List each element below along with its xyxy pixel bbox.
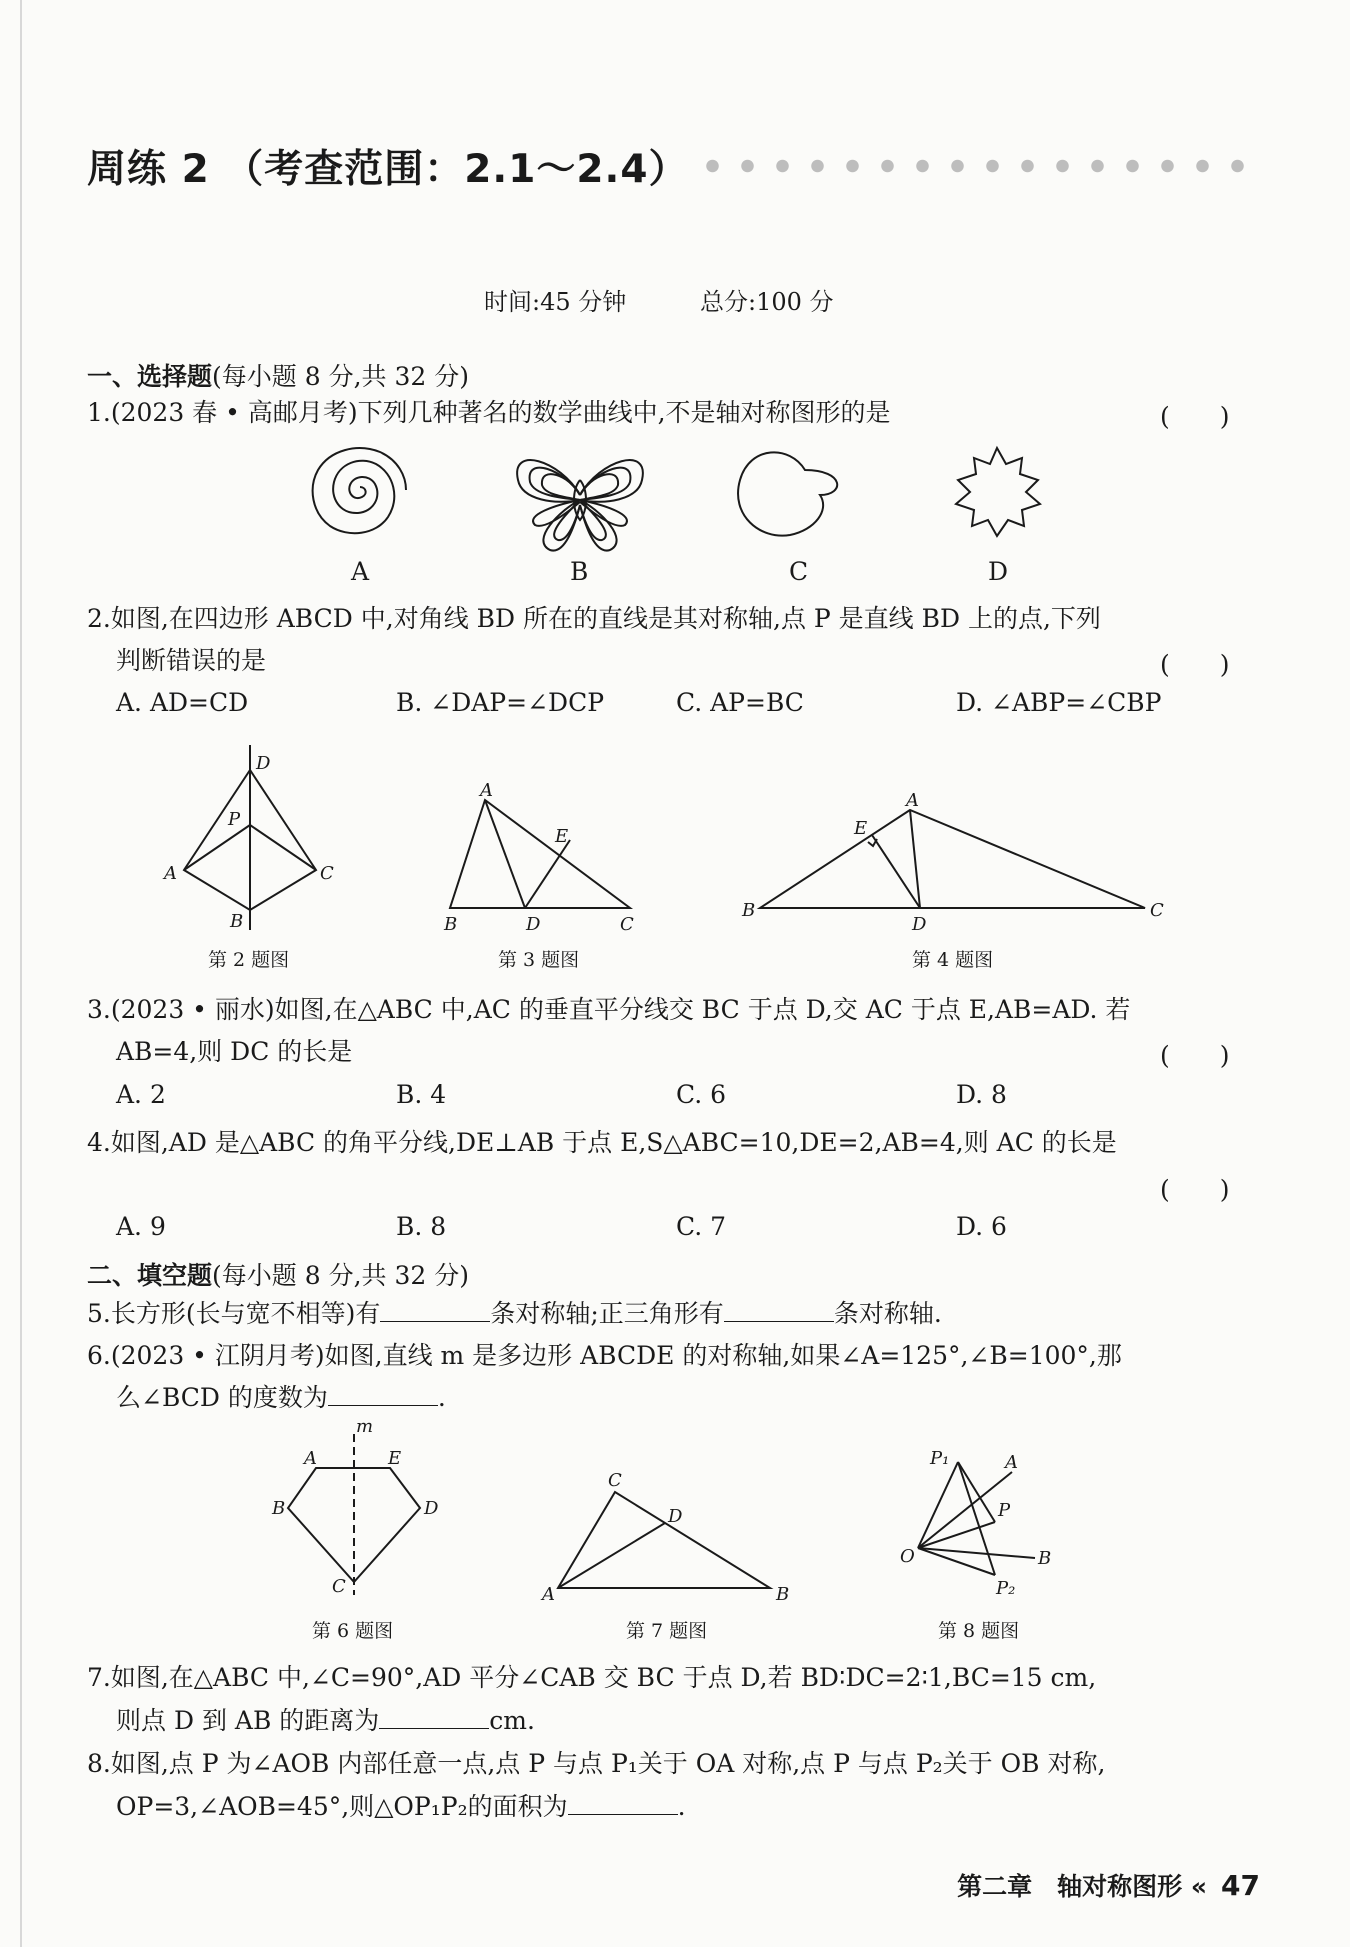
svg-text:A: A [304, 1448, 317, 1469]
svg-text:A: A [906, 790, 919, 811]
q3-option-b[interactable]: B. 4 [396, 1080, 447, 1109]
question-5-part-c: 条对称轴. [833, 1299, 942, 1328]
figure-q6-pentagon [270, 1416, 450, 1597]
svg-text:O: O [900, 1546, 915, 1567]
question-6-line-2 [116, 1380, 446, 1416]
question-8-blank[interactable] [568, 1813, 678, 1815]
svg-text:E: E [555, 826, 569, 847]
figure-q4-triangle [740, 790, 1170, 940]
footer-chapter: 第二章 轴对称图形 « [957, 1872, 1208, 1901]
question-5 [87, 1296, 942, 1332]
binder-line [20, 0, 22, 1947]
question-6-blank[interactable] [328, 1404, 438, 1406]
svg-text:A: A [164, 863, 177, 884]
svg-text:m: m [356, 1416, 374, 1437]
question-3-answer-paren[interactable]: ( ) [1160, 1041, 1230, 1070]
question-8-line-1: 8.如图,点 P 为∠AOB 内部任意一点,点 P 与点 P₁关于 OA 对称,点 P 与点 P₂关于 OB 对称, [87, 1749, 1106, 1778]
question-1-text: 1.(2023 春 • 高邮月考)下列几种著名的数学曲线中,不是轴对称图形的是 [87, 398, 891, 427]
q3-option-a[interactable]: A. 2 [116, 1080, 166, 1109]
svg-text:A: A [480, 780, 493, 801]
question-3-line-1: 3.(2023 • 丽水)如图,在△ABC 中,AC 的垂直平分线交 BC 于点 D,交 AC 于点 E,AB=AD. 若 [87, 995, 1131, 1024]
q4-option-b[interactable]: B. 8 [396, 1212, 447, 1241]
svg-text:P₁: P₁ [930, 1448, 950, 1469]
question-6-part-b: . [437, 1383, 446, 1412]
svg-text:C: C [608, 1470, 622, 1491]
question-5-part-b: 条对称轴;正三角形有 [490, 1299, 724, 1328]
question-5-blank-2[interactable] [724, 1320, 834, 1322]
q2-option-a[interactable]: A. AD=CD [116, 688, 249, 717]
question-6-part-a: 么∠BCD 的度数为 [116, 1383, 328, 1412]
svg-text:A: A [542, 1584, 555, 1605]
svg-text:C: C [320, 863, 334, 884]
question-4-line-1: 4.如图,AD 是△ABC 的角平分线,DE⊥AB 于点 E,S△ABC=10,DE=2,AB=4,则 AC 的长是 [87, 1128, 1117, 1157]
question-5-blank-1[interactable] [380, 1320, 490, 1322]
q1-label-b: B [570, 557, 589, 586]
svg-text:B: B [444, 914, 458, 935]
q2-option-c[interactable]: C. AP=BC [676, 688, 804, 717]
section-fill-note: (每小题 8 分,共 32 分) [212, 1261, 469, 1290]
q4-option-d[interactable]: D. 6 [956, 1212, 1007, 1241]
figure-q2-quadrilateral [160, 745, 360, 935]
q1-label-d: D [988, 557, 1009, 586]
question-8-part-b: . [677, 1792, 686, 1821]
svg-text:D: D [526, 914, 541, 935]
page-footer [957, 1867, 1260, 1903]
caption-figure-4: 第 4 题图 [912, 949, 994, 971]
svg-text:C: C [620, 914, 634, 935]
svg-text:P: P [998, 1500, 1011, 1521]
question-2-line-2: 判断错误的是 [116, 646, 267, 675]
svg-text:B: B [1038, 1548, 1052, 1569]
svg-text:B: B [230, 911, 244, 932]
svg-text:P: P [228, 809, 241, 830]
caption-figure-3: 第 3 题图 [498, 949, 580, 971]
svg-text:D: D [424, 1498, 439, 1519]
svg-text:C: C [1150, 900, 1164, 921]
svg-text:B: B [742, 900, 756, 921]
q3-option-d[interactable]: D. 8 [956, 1080, 1007, 1109]
snowflake-curve [956, 448, 1040, 536]
q4-option-a[interactable]: A. 9 [116, 1212, 166, 1241]
total-score: 总分:100 分 [700, 288, 834, 316]
caption-figure-7: 第 7 题图 [626, 1620, 708, 1642]
question-1-curves [300, 440, 1070, 590]
svg-text:B: B [272, 1498, 286, 1519]
section-fill-heading [87, 1256, 469, 1292]
svg-text:D: D [668, 1506, 683, 1527]
figure-q7-triangle [540, 1470, 800, 1605]
q2-option-d[interactable]: D. ∠ABP=∠CBP [956, 688, 1162, 717]
svg-text:B: B [776, 1584, 790, 1605]
svg-text:E: E [388, 1448, 402, 1469]
question-7-line-2 [116, 1703, 535, 1739]
svg-text:E: E [854, 818, 868, 839]
question-6-line-1: 6.(2023 • 江阴月考)如图,直线 m 是多边形 ABCDE 的对称轴,如果∠A=125°,∠B=100°,那 [87, 1341, 1122, 1370]
figure-q3-triangle [440, 780, 640, 935]
question-2-line-1: 2.如图,在四边形 ABCD 中,对角线 BD 所在的直线是其对称轴,点 P 是直线 BD 上的点,下列 [87, 604, 1101, 633]
svg-text:D: D [912, 914, 927, 935]
question-2-answer-paren[interactable]: ( ) [1160, 650, 1230, 679]
spiral-curve [313, 448, 406, 533]
question-7-part-a: 则点 D 到 AB 的距离为 [116, 1706, 380, 1735]
cardioid-curve [738, 452, 837, 535]
page-title: 周练 2 （考查范围：2.1～2.4） [87, 147, 689, 192]
question-8-part-a: OP=3,∠AOB=45°,则△OP₁P₂的面积为 [116, 1792, 568, 1821]
question-3-line-2: AB=4,则 DC 的长是 [116, 1037, 353, 1066]
question-4-answer-paren[interactable]: ( ) [1160, 1175, 1230, 1204]
svg-text:P₂: P₂ [996, 1578, 1016, 1599]
section-fill-title: 二、填空题 [87, 1261, 213, 1290]
q3-option-c[interactable]: C. 6 [676, 1080, 727, 1109]
section-choice-note: (每小题 8 分,共 32 分) [212, 362, 469, 391]
q1-label-c: C [789, 557, 809, 586]
question-1-answer-paren[interactable]: ( ) [1160, 402, 1230, 431]
title-dot-decoration [695, 158, 1245, 174]
question-7-line-1: 7.如图,在△ABC 中,∠C=90°,AD 平分∠CAB 交 BC 于点 D,若 BD∶DC=2∶1,BC=15 cm, [87, 1663, 1097, 1692]
svg-text:D: D [256, 753, 271, 774]
svg-text:A: A [1005, 1452, 1018, 1473]
question-8-line-2 [116, 1789, 686, 1825]
page-number: 47 [1221, 1869, 1260, 1902]
q1-label-a: A [351, 557, 370, 586]
question-5-part-a: 5.长方形(长与宽不相等)有 [87, 1299, 381, 1328]
question-7-part-b: cm. [489, 1706, 535, 1735]
q4-option-c[interactable]: C. 7 [676, 1212, 727, 1241]
time-limit: 时间:45 分钟 [484, 288, 627, 316]
figure-q8-angle [900, 1440, 1080, 1620]
svg-text:C: C [332, 1576, 346, 1597]
caption-figure-8: 第 8 题图 [938, 1620, 1020, 1642]
question-7-blank[interactable] [379, 1727, 489, 1729]
q2-option-b[interactable]: B. ∠DAP=∠DCP [396, 688, 605, 717]
section-choice-heading [87, 357, 469, 393]
butterfly-curve [517, 460, 643, 550]
caption-figure-2: 第 2 题图 [208, 949, 290, 971]
caption-figure-6: 第 6 题图 [312, 1620, 394, 1642]
section-choice-title: 一、选择题 [87, 362, 213, 391]
